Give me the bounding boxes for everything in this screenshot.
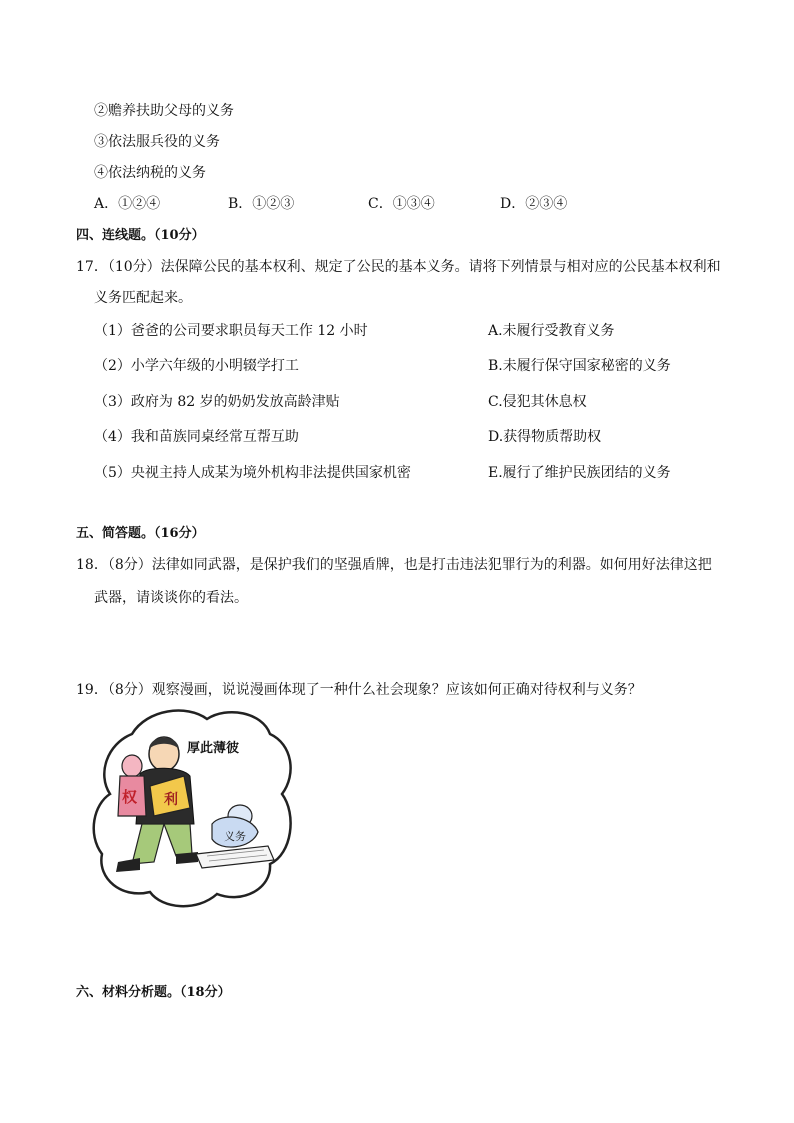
- baby-head: [122, 755, 142, 777]
- q18-text-line2: 武器，请谈谈你的看法。: [94, 590, 248, 606]
- statement-4: ④依法纳税的义务: [94, 165, 206, 181]
- q17-right-item: D.获得物质帮助权: [488, 429, 602, 445]
- choice-b: B．①②③: [228, 196, 295, 212]
- q17-right-item: B.未履行保守国家秘密的义务: [488, 358, 671, 374]
- choice-d: D．②③④: [500, 196, 568, 212]
- q17-left-item: （4）我和苗族同桌经常互帮互助: [94, 429, 299, 445]
- choice-c: C．①③④: [368, 196, 435, 212]
- section-5-heading: 五、简答题。（16分）: [76, 526, 205, 541]
- q17-right-item: A.未履行受教育义务: [488, 323, 615, 339]
- section-6-heading: 六、材料分析题。（18分）: [76, 985, 231, 1000]
- man-shoe-right: [176, 852, 198, 864]
- q17-left-item: （1）爸爸的公司要求职员每天工作 12 小时: [94, 323, 368, 339]
- q19-text: 19．（8分）观察漫画，说说漫画体现了一种什么社会现象？应该如何正确对待权利与义务？: [76, 682, 642, 698]
- cartoon-image: [92, 704, 300, 914]
- choice-a: A．①②④: [94, 196, 161, 212]
- label-duty: 义务: [224, 831, 246, 843]
- q18-text-line1: 18．（8分）法律如同武器，是保护我们的坚强盾牌，也是打击违法犯罪行为的利器。如何用好法律这把: [76, 557, 712, 573]
- statement-2: ②赡养扶助父母的义务: [94, 103, 234, 119]
- label-right-1: 权: [122, 789, 138, 806]
- q17-left-item: （3）政府为 82 岁的奶奶发放高龄津贴: [94, 394, 340, 410]
- q17-right-item: C.侵犯其休息权: [488, 394, 587, 410]
- q17-text-line2: 义务匹配起来。: [94, 290, 192, 306]
- q17-left-item: （5）央视主持人成某为境外机构非法提供国家机密: [94, 465, 411, 481]
- section-4-heading: 四、连线题。（10分）: [76, 228, 205, 243]
- q17-left-item: （2）小学六年级的小明辍学打工: [94, 358, 299, 374]
- cartoon-caption: 厚此薄彼: [187, 740, 240, 755]
- q17-right-item: E.履行了维护民族团结的义务: [488, 465, 671, 481]
- label-right-2: 利: [164, 791, 178, 807]
- statement-3: ③依法服兵役的义务: [94, 134, 220, 150]
- q17-text-line1: 17．（10分）法保障公民的基本权利、规定了公民的基本义务。请将下列情景与相对应的公民基本权利和: [76, 259, 721, 275]
